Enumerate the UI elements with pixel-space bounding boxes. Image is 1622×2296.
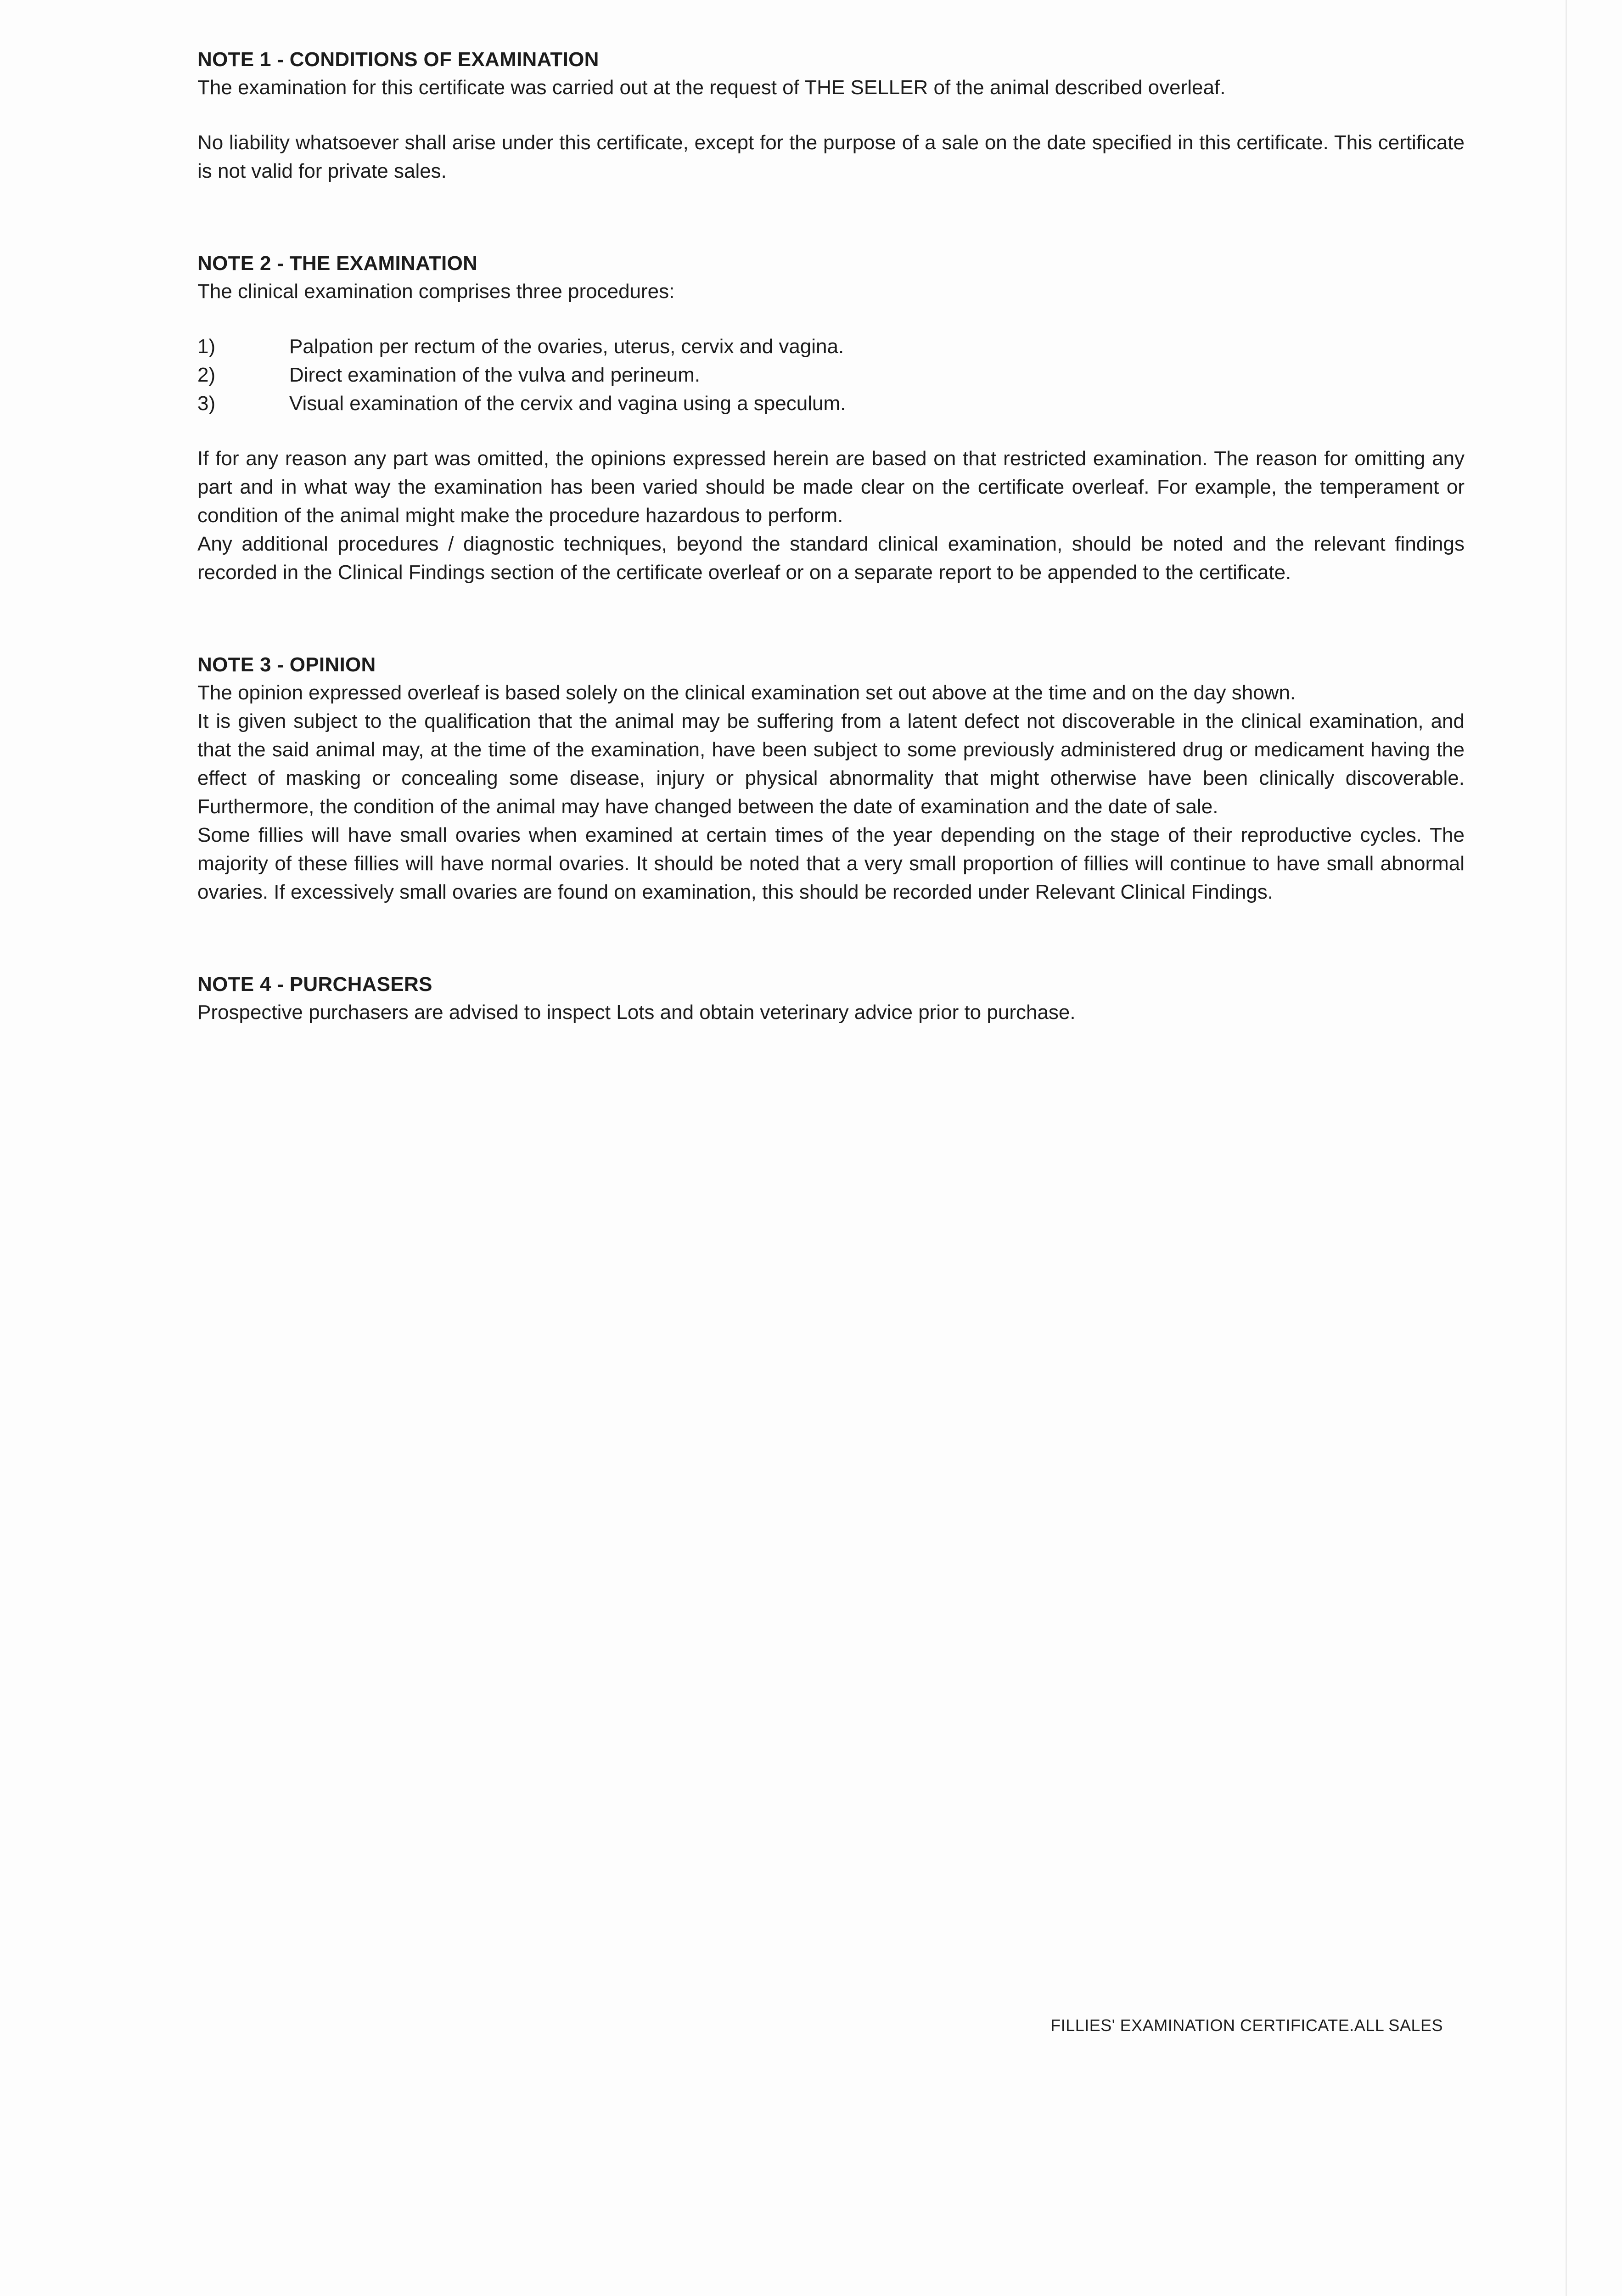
note-3-heading: NOTE 3 - OPINION bbox=[197, 653, 376, 676]
page-edge-shadow bbox=[1566, 0, 1567, 2296]
list-item-text: Visual examination of the cervix and vagina using a speculum. bbox=[289, 392, 846, 415]
note-3-paragraph-2: It is given subject to the qualification that the animal may be suffering from a latent defect not discoverable in the clinical examination, and that the said animal may, at the time of the examination, have been subject to some previously administered drug or medicament having the effect of masking or concealing some disease, injury or physical abnormality that might otherwise have been clinically discoverable. Furthermore, the condition of the animal may have changed between the date of examination and the date of sale. bbox=[197, 710, 1465, 818]
note-1-section bbox=[197, 46, 1465, 186]
note-1-heading: NOTE 1 - CONDITIONS OF EXAMINATION bbox=[197, 48, 599, 71]
list-item-text: Direct examination of the vulva and perineum. bbox=[289, 364, 701, 386]
note-2-paragraph-2: Any additional procedures / diagnostic techniques, beyond the standard clinical examination, should be noted and the relevant findings recorded in the Clinical Findings section of the certificate overleaf or on a separate report to be appended to the certificate. bbox=[197, 533, 1465, 584]
procedure-list bbox=[197, 332, 1465, 418]
list-item-number: 1) bbox=[197, 335, 216, 358]
note-4-paragraph-1: Prospective purchasers are advised to inspect Lots and obtain veterinary advice prior to purchase. bbox=[197, 1001, 1076, 1024]
list-item-number: 3) bbox=[197, 392, 216, 415]
note-3-section bbox=[197, 651, 1465, 906]
note-3-paragraph-3: Some fillies will have small ovaries when examined at certain times of the year depending on the stage of their reproductive cycles. The majority of these fillies will have normal ovaries. It should be noted that a very small proportion of fillies will continue to have small abnormal ovaries. If excessively small ovaries are found on examination, this should be recorded under Relevant Clinical Findings. bbox=[197, 824, 1465, 903]
note-2-paragraph-1: If for any reason any part was omitted, the opinions expressed herein are based on that restricted examination. The reason for omitting any part and in what way the examination has been varied should be made clear on the certificate overleaf. For example, the temperament or condition of the animal might make the procedure hazardous to perform. bbox=[197, 447, 1465, 527]
note-1-paragraph-1: The examination for this certificate was carried out at the request of THE SELLER of the animal described overleaf. bbox=[197, 76, 1226, 99]
note-2-section bbox=[197, 250, 1465, 587]
note-2-intro: The clinical examination comprises three procedures: bbox=[197, 280, 675, 303]
note-1-paragraph-2: No liability whatsoever shall arise under this certificate, except for the purpose of a sale on the date specified in this certificate. This certificate is not valid for private sales. bbox=[197, 131, 1465, 182]
list-item bbox=[197, 361, 1465, 389]
list-item bbox=[197, 332, 1465, 361]
footer-document-title: FILLIES' EXAMINATION CERTIFICATE.ALL SALES bbox=[1050, 2016, 1443, 2035]
list-item bbox=[197, 389, 1465, 418]
list-item-text: Palpation per rectum of the ovaries, uterus, cervix and vagina. bbox=[289, 335, 844, 358]
note-4-section bbox=[197, 971, 1465, 1027]
note-2-heading: NOTE 2 - THE EXAMINATION bbox=[197, 252, 478, 275]
note-4-heading: NOTE 4 - PURCHASERS bbox=[197, 973, 432, 996]
list-item-number: 2) bbox=[197, 364, 216, 386]
note-3-paragraph-1: The opinion expressed overleaf is based solely on the clinical examination set out above at the time and on the day shown. bbox=[197, 681, 1296, 704]
document-body bbox=[197, 46, 1465, 1027]
